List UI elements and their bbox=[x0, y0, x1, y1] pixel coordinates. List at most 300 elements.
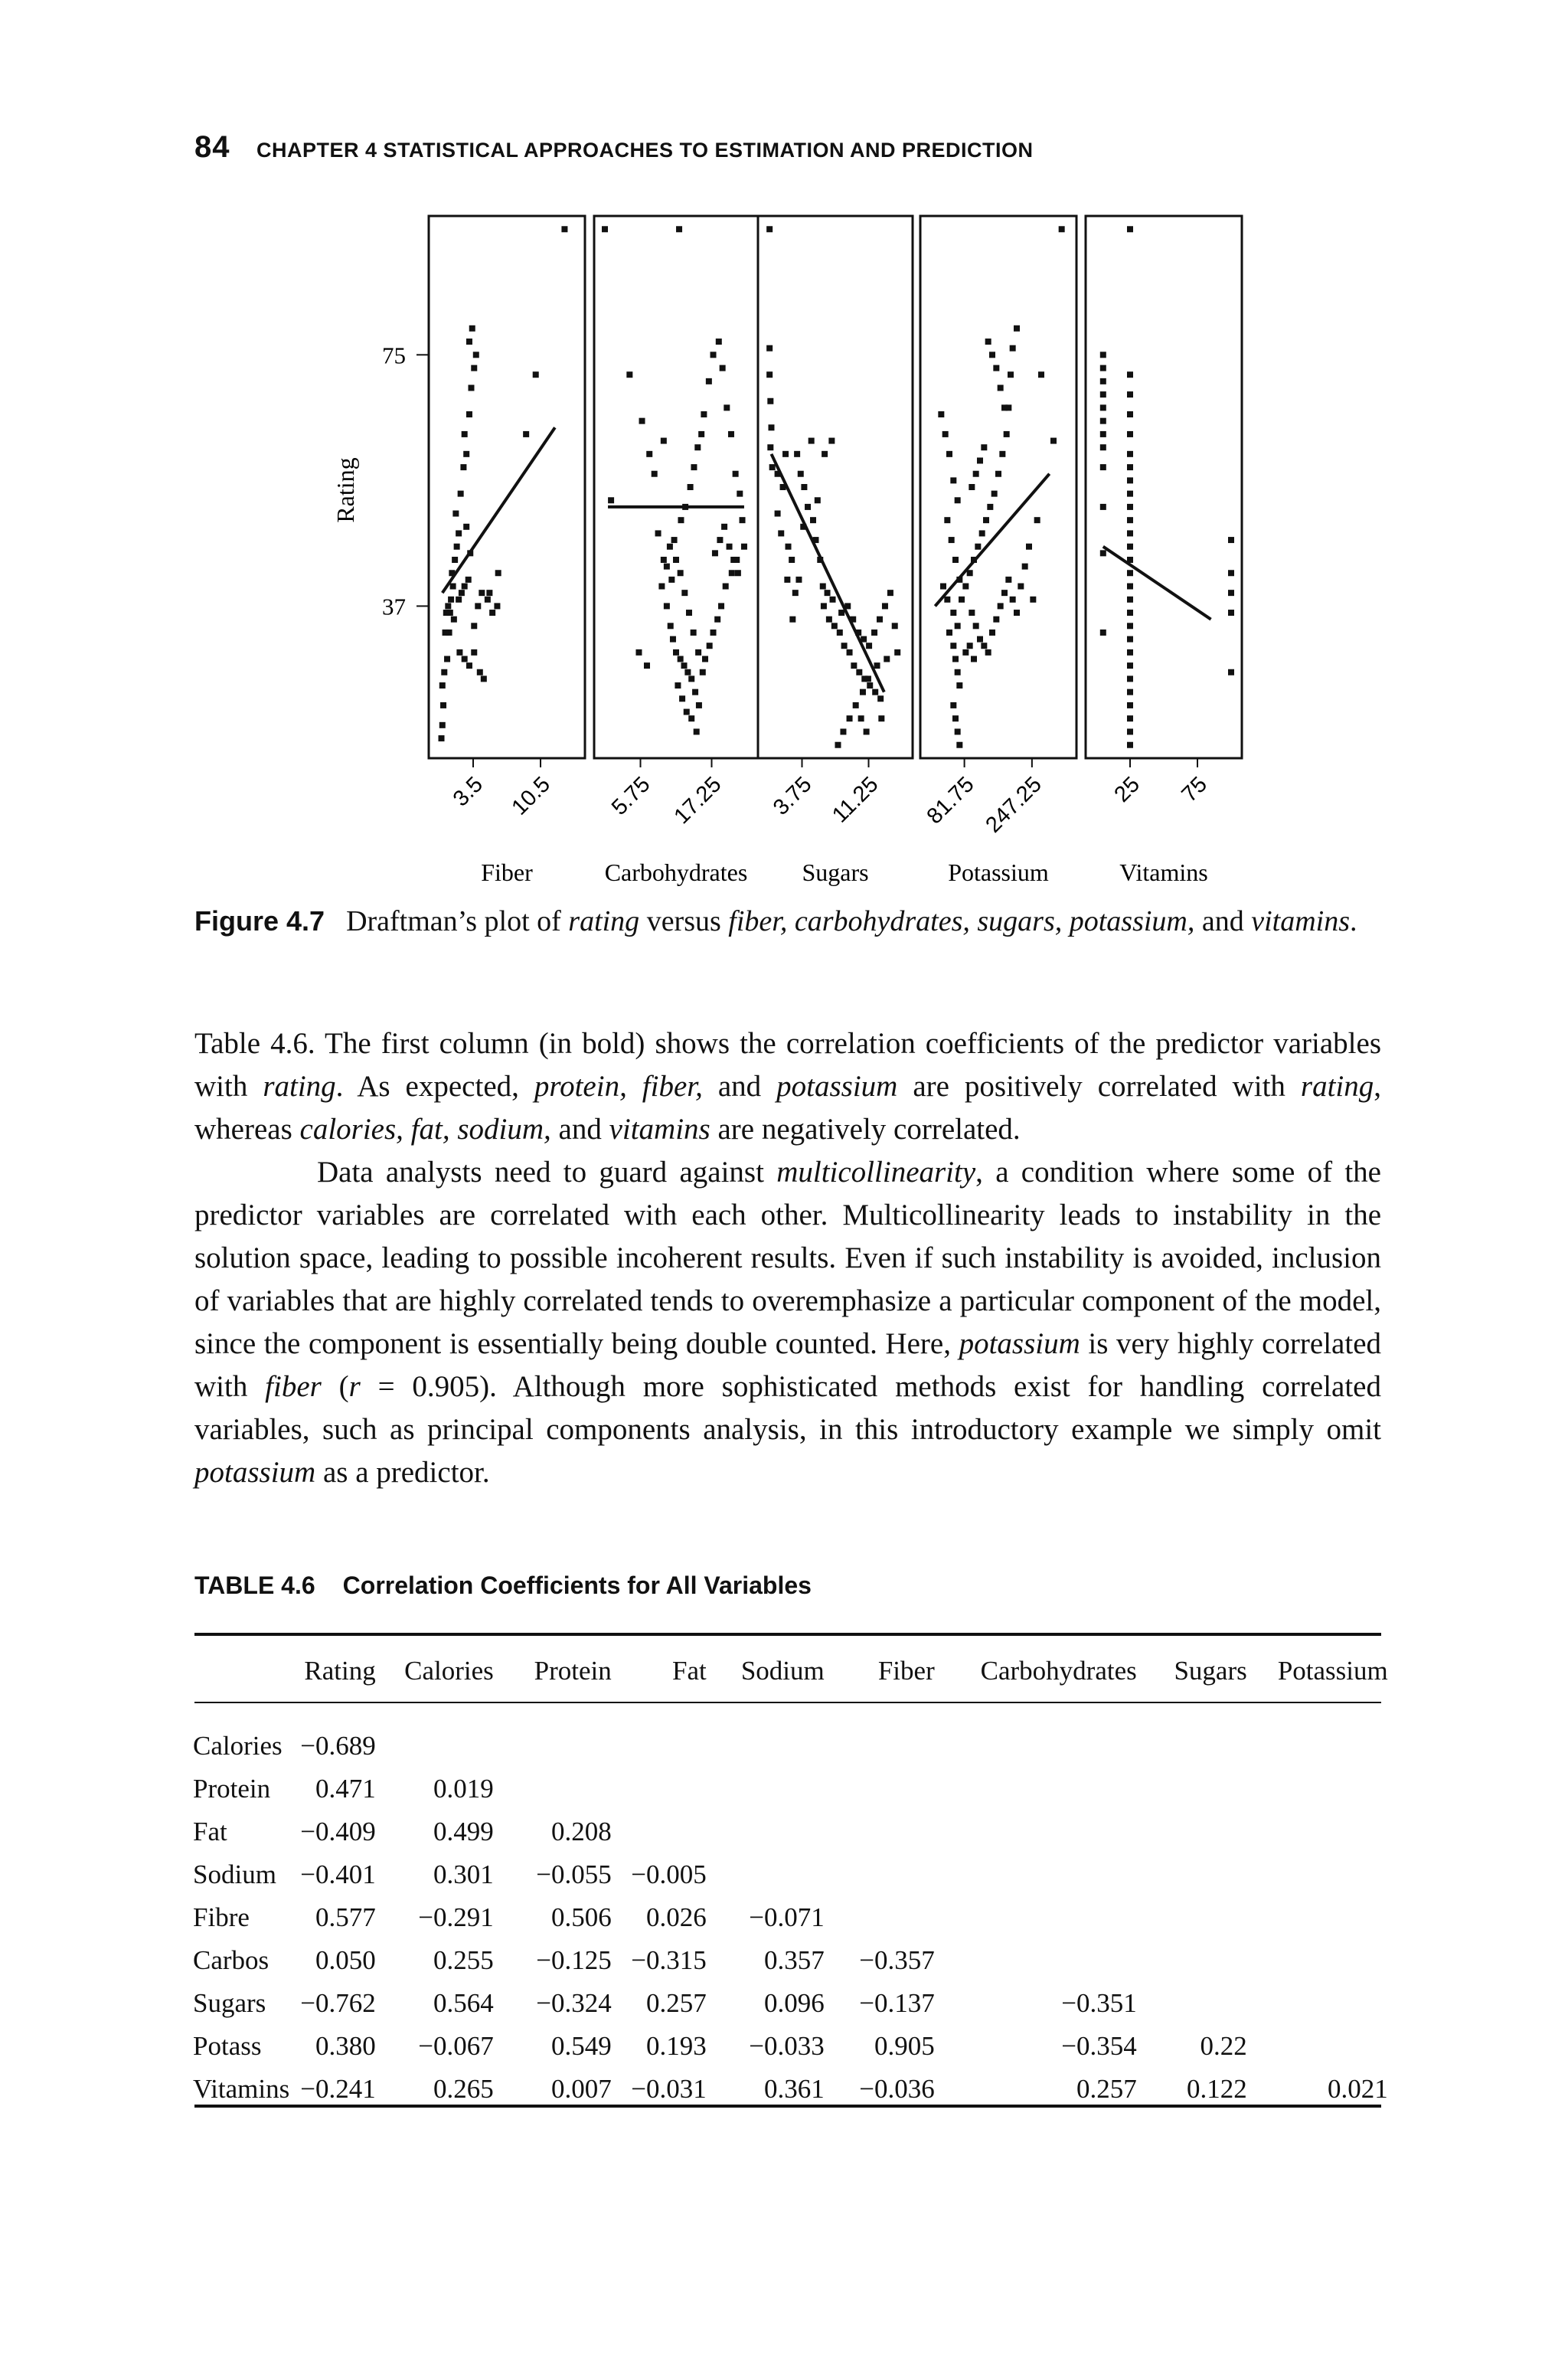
data-point bbox=[808, 438, 815, 444]
data-point bbox=[1228, 669, 1234, 675]
x-tick-label: 25 bbox=[1109, 772, 1145, 807]
data-point bbox=[864, 728, 870, 734]
data-point bbox=[1100, 504, 1106, 510]
data-point bbox=[1050, 438, 1057, 444]
table-cell: −0.357 bbox=[859, 1945, 935, 1975]
table-cell: −0.071 bbox=[749, 1902, 825, 1932]
data-point bbox=[841, 643, 848, 649]
table-cell bbox=[1137, 1853, 1247, 1896]
data-point bbox=[950, 610, 956, 616]
data-point bbox=[1100, 365, 1106, 371]
data-point bbox=[989, 630, 995, 636]
data-point bbox=[1010, 597, 1016, 603]
data-point bbox=[959, 597, 965, 603]
data-point bbox=[714, 617, 720, 623]
data-point bbox=[1127, 491, 1133, 497]
row-label: Vitamins bbox=[193, 2074, 290, 2104]
table-row bbox=[191, 2068, 1388, 2111]
figure-label: Figure 4.7 bbox=[194, 905, 325, 937]
panel-frame bbox=[594, 216, 758, 758]
data-point bbox=[462, 584, 468, 590]
table-cell: −0.315 bbox=[631, 1945, 707, 1975]
panel-label: Vitamins bbox=[1119, 859, 1208, 886]
text: , whereas bbox=[194, 1070, 1381, 1146]
data-point bbox=[664, 603, 670, 609]
data-point bbox=[977, 457, 983, 463]
data-point bbox=[1127, 504, 1133, 510]
data-point bbox=[952, 656, 959, 662]
data-point bbox=[1127, 411, 1133, 417]
data-point bbox=[995, 471, 1001, 477]
table-cell bbox=[1247, 1982, 1388, 2025]
caption-em: rating bbox=[568, 905, 640, 937]
data-point bbox=[955, 728, 961, 734]
table-body bbox=[191, 1702, 1388, 2111]
body-text bbox=[194, 1022, 1381, 1494]
table-cell bbox=[825, 1810, 935, 1853]
table-cell: −0.409 bbox=[300, 1817, 376, 1846]
data-point bbox=[949, 537, 955, 543]
data-point bbox=[658, 584, 665, 590]
table-row bbox=[191, 1939, 1388, 1982]
data-point bbox=[858, 715, 864, 721]
table-cell: 0.499 bbox=[433, 1817, 494, 1846]
data-point bbox=[766, 226, 773, 232]
data-point bbox=[952, 557, 959, 563]
data-point bbox=[1127, 728, 1133, 734]
data-point bbox=[716, 339, 722, 345]
column-header: Potassium bbox=[1277, 1656, 1388, 1686]
table-cell: 0.361 bbox=[763, 2074, 825, 2104]
table-cell: 0.050 bbox=[315, 1945, 376, 1975]
chapter-title: CHAPTER 4 STATISTICAL APPROACHES TO ESTIMATION AND PREDICTION bbox=[256, 139, 1034, 162]
data-point bbox=[856, 669, 862, 675]
data-point bbox=[989, 352, 995, 358]
x-tick-label: 3.75 bbox=[768, 772, 817, 820]
x-tick-label: 75 bbox=[1177, 772, 1212, 807]
data-point bbox=[784, 577, 790, 583]
table-cell bbox=[1247, 2025, 1388, 2068]
table-cell bbox=[935, 1896, 1137, 1939]
row-label: Calories bbox=[193, 1731, 283, 1761]
caption-text: and bbox=[1194, 905, 1252, 937]
data-point bbox=[698, 431, 704, 437]
data-point bbox=[884, 656, 890, 662]
data-point bbox=[1228, 610, 1234, 616]
data-point bbox=[673, 557, 679, 563]
data-point bbox=[1127, 451, 1133, 457]
table-row bbox=[191, 1768, 1388, 1810]
data-point bbox=[456, 649, 462, 656]
data-point bbox=[737, 491, 743, 497]
data-point bbox=[1127, 689, 1133, 695]
data-point bbox=[456, 597, 462, 603]
column-header: Sugars bbox=[1174, 1656, 1247, 1686]
regression-line bbox=[1103, 547, 1211, 620]
data-point bbox=[681, 590, 688, 596]
data-point bbox=[792, 590, 799, 596]
data-point bbox=[1100, 550, 1106, 556]
data-point bbox=[831, 623, 838, 629]
data-point bbox=[729, 570, 735, 576]
data-point bbox=[1026, 544, 1032, 550]
data-point bbox=[700, 669, 706, 675]
table-cell: 0.257 bbox=[1076, 2074, 1137, 2104]
panel-label: Potassium bbox=[948, 859, 1049, 886]
data-point bbox=[466, 339, 472, 345]
data-point bbox=[688, 715, 694, 721]
panel-frame bbox=[429, 216, 585, 758]
data-point bbox=[769, 464, 776, 470]
data-point bbox=[985, 649, 991, 656]
data-point bbox=[871, 630, 877, 636]
data-point bbox=[1127, 662, 1133, 669]
x-tick-label: 247.25 bbox=[981, 772, 1047, 838]
data-point bbox=[955, 623, 961, 629]
data-point bbox=[646, 451, 652, 457]
data-point bbox=[977, 636, 983, 643]
table-cell bbox=[1247, 1810, 1388, 1853]
x-tick-label: 3.5 bbox=[448, 772, 488, 812]
data-point bbox=[874, 662, 880, 669]
data-point bbox=[441, 669, 447, 675]
table-cell: 0.549 bbox=[550, 2031, 612, 2061]
data-point bbox=[670, 636, 676, 643]
figure-caption bbox=[194, 901, 1381, 942]
table-cell: −0.291 bbox=[418, 1902, 494, 1932]
table-cell bbox=[935, 1768, 1137, 1810]
table-cell: −0.351 bbox=[1061, 1988, 1137, 2018]
data-point bbox=[1228, 570, 1234, 576]
data-point bbox=[987, 504, 993, 510]
data-point bbox=[975, 544, 981, 550]
data-point bbox=[955, 669, 961, 675]
table-caption bbox=[194, 1572, 812, 1600]
data-point bbox=[730, 557, 737, 563]
data-point bbox=[471, 649, 477, 656]
data-point bbox=[826, 617, 832, 623]
data-point bbox=[847, 715, 853, 721]
table-cell: −0.401 bbox=[300, 1859, 376, 1889]
data-point bbox=[1127, 570, 1133, 576]
data-point bbox=[1100, 630, 1106, 636]
table-cell: 0.357 bbox=[763, 1945, 825, 1975]
caption-em: fiber, carbohydrates, sugars, potassium, bbox=[728, 905, 1195, 937]
data-point bbox=[443, 630, 449, 636]
table-label: TABLE 4.6 bbox=[194, 1572, 315, 1599]
table-top-rule bbox=[194, 1633, 1381, 1636]
data-point bbox=[882, 603, 888, 609]
data-point bbox=[468, 384, 474, 391]
text: Data analysts need to guard against bbox=[317, 1156, 777, 1189]
data-point bbox=[1228, 537, 1234, 543]
panel-label: Fiber bbox=[481, 859, 533, 886]
data-point bbox=[940, 584, 946, 590]
data-point bbox=[969, 484, 975, 490]
text: are negatively correlated. bbox=[710, 1113, 1021, 1146]
table-cell: 0.122 bbox=[1186, 2074, 1247, 2104]
em: r bbox=[348, 1370, 361, 1403]
data-point bbox=[946, 630, 952, 636]
table-cell: 0.208 bbox=[550, 1817, 612, 1846]
data-point bbox=[877, 617, 883, 623]
data-point bbox=[865, 675, 871, 682]
data-point bbox=[1127, 702, 1133, 708]
table-cell: 0.255 bbox=[433, 1945, 494, 1975]
data-point bbox=[479, 590, 485, 596]
data-point bbox=[1127, 391, 1133, 397]
table-cell bbox=[825, 1853, 935, 1896]
data-point bbox=[1010, 345, 1016, 352]
data-point bbox=[830, 597, 836, 603]
data-point bbox=[840, 728, 846, 734]
data-point bbox=[867, 682, 873, 688]
data-point bbox=[707, 643, 713, 649]
panel-label: Carbohydrates bbox=[604, 859, 748, 886]
data-point bbox=[894, 649, 900, 656]
data-point bbox=[668, 623, 674, 629]
data-point bbox=[445, 603, 451, 609]
data-point bbox=[452, 511, 459, 517]
x-tick-label: 5.75 bbox=[606, 772, 655, 820]
table-corner bbox=[191, 1648, 289, 1702]
row-label: Sodium bbox=[193, 1859, 276, 1889]
data-point bbox=[724, 404, 730, 410]
data-point bbox=[1001, 590, 1008, 596]
row-label: Fibre bbox=[193, 1902, 250, 1932]
data-point bbox=[486, 590, 492, 596]
data-point bbox=[1030, 597, 1036, 603]
data-point bbox=[456, 530, 462, 536]
data-point bbox=[462, 431, 468, 437]
table-cell bbox=[825, 1768, 935, 1810]
data-point bbox=[789, 557, 795, 563]
data-point bbox=[1127, 675, 1133, 682]
data-point bbox=[1127, 530, 1133, 536]
data-point bbox=[460, 464, 466, 470]
data-point bbox=[463, 524, 469, 530]
table-cell: −0.241 bbox=[300, 2074, 376, 2104]
data-point bbox=[789, 617, 795, 623]
data-point bbox=[1127, 477, 1133, 483]
data-point bbox=[485, 597, 491, 603]
table-row bbox=[191, 2025, 1388, 2068]
data-point bbox=[1034, 517, 1040, 523]
data-point bbox=[1038, 371, 1044, 378]
data-point bbox=[950, 477, 956, 483]
data-point bbox=[723, 584, 729, 590]
data-point bbox=[952, 715, 959, 721]
paragraph-2 bbox=[194, 1151, 1381, 1494]
text: = 0.905). Although more sophisticated methods exist for handling correlated variables, such as principal components analysis, in this introductory example we simply omit bbox=[194, 1370, 1381, 1446]
table-cell: 0.22 bbox=[1200, 2031, 1247, 2061]
data-point bbox=[1059, 226, 1065, 232]
data-point bbox=[471, 623, 477, 629]
table-cell: 0.905 bbox=[874, 2031, 935, 2061]
panel-frame bbox=[1086, 216, 1242, 758]
data-point bbox=[962, 649, 969, 656]
data-point bbox=[454, 544, 460, 550]
data-point bbox=[838, 610, 844, 616]
data-point bbox=[668, 577, 675, 583]
data-point bbox=[1014, 325, 1020, 332]
data-point bbox=[837, 630, 843, 636]
data-point bbox=[979, 530, 985, 536]
data-point bbox=[523, 431, 529, 437]
table-cell bbox=[1137, 1810, 1247, 1853]
data-point bbox=[710, 630, 717, 636]
data-point bbox=[877, 695, 884, 702]
data-point bbox=[448, 597, 454, 603]
table-cell: 0.021 bbox=[1327, 2074, 1388, 2104]
data-point bbox=[1100, 391, 1106, 397]
table-cell bbox=[1137, 1702, 1247, 1768]
data-point bbox=[1127, 431, 1133, 437]
data-point bbox=[439, 682, 446, 688]
data-point bbox=[950, 643, 956, 649]
table-cell: −0.324 bbox=[536, 1988, 612, 2018]
em: rating bbox=[1300, 1070, 1374, 1103]
em: protein, fiber, bbox=[534, 1070, 703, 1103]
data-point bbox=[1127, 610, 1133, 616]
data-point bbox=[452, 557, 458, 563]
data-point bbox=[872, 689, 878, 695]
table-cell bbox=[935, 1810, 1137, 1853]
data-point bbox=[667, 544, 673, 550]
data-point bbox=[1127, 584, 1133, 590]
data-point bbox=[740, 517, 746, 523]
column-header: Protein bbox=[534, 1656, 612, 1686]
data-point bbox=[1127, 226, 1133, 232]
table-cell bbox=[935, 1853, 1137, 1896]
data-point bbox=[946, 451, 952, 457]
data-point bbox=[710, 352, 717, 358]
table-cell bbox=[825, 1702, 935, 1768]
table-cell: 0.577 bbox=[315, 1902, 376, 1932]
row-label: Carbos bbox=[193, 1945, 270, 1975]
data-point bbox=[825, 590, 831, 596]
data-point bbox=[735, 570, 741, 576]
data-point bbox=[675, 682, 681, 688]
table-cell bbox=[1247, 1768, 1388, 1810]
caption-em: vitamins bbox=[1251, 905, 1351, 937]
table-cell: −0.005 bbox=[631, 1859, 707, 1889]
table-cell bbox=[1247, 1853, 1388, 1896]
text: and bbox=[550, 1113, 609, 1146]
data-point bbox=[1127, 715, 1133, 721]
column-header: Fat bbox=[672, 1656, 707, 1686]
data-point bbox=[684, 669, 691, 675]
data-point bbox=[664, 564, 670, 570]
data-point bbox=[475, 603, 481, 609]
data-point bbox=[991, 491, 998, 497]
column-header: Rating bbox=[304, 1656, 376, 1686]
data-point bbox=[691, 464, 697, 470]
data-point bbox=[847, 649, 853, 656]
data-point bbox=[993, 365, 999, 371]
table-cell: 0.380 bbox=[315, 2031, 376, 2061]
data-point bbox=[450, 584, 456, 590]
data-point bbox=[795, 577, 802, 583]
data-point bbox=[805, 504, 811, 510]
table-cell: −0.055 bbox=[536, 1859, 612, 1889]
data-point bbox=[1127, 517, 1133, 523]
table-cell: 0.026 bbox=[645, 1902, 707, 1932]
caption-text: Draftman’s plot of bbox=[346, 905, 569, 937]
data-point bbox=[828, 438, 835, 444]
data-point bbox=[459, 590, 465, 596]
table-cell: −0.067 bbox=[418, 2031, 494, 2061]
em: vitamins bbox=[609, 1113, 710, 1146]
data-point bbox=[727, 544, 733, 550]
table-cell bbox=[1137, 1896, 1247, 1939]
table-row bbox=[191, 1702, 1388, 1768]
caption-text: versus bbox=[639, 905, 729, 937]
row-label: Potass bbox=[193, 2031, 262, 2061]
table-cell bbox=[935, 1702, 1137, 1768]
data-point bbox=[701, 411, 707, 417]
data-point bbox=[794, 451, 800, 457]
table-row bbox=[191, 1896, 1388, 1939]
text: ( bbox=[321, 1370, 349, 1403]
table-cell bbox=[707, 1853, 825, 1896]
table-cell bbox=[612, 1810, 707, 1853]
table-cell bbox=[707, 1702, 825, 1768]
data-point bbox=[999, 451, 1005, 457]
data-point bbox=[956, 682, 962, 688]
data-point bbox=[694, 728, 700, 734]
data-point bbox=[635, 649, 642, 656]
column-header: Calories bbox=[404, 1656, 494, 1686]
data-point bbox=[1228, 590, 1234, 596]
data-point bbox=[1127, 636, 1133, 643]
text: Table 4.6. The first column (in bold) shows the correlation coefficients of the predictor variables with bbox=[194, 1027, 1381, 1103]
y-tick-label: 37 bbox=[382, 593, 406, 620]
column-header: Sodium bbox=[740, 1656, 825, 1686]
data-point bbox=[1001, 404, 1008, 410]
data-point bbox=[495, 570, 501, 576]
data-point bbox=[822, 451, 828, 457]
data-point bbox=[967, 570, 973, 576]
data-point bbox=[950, 702, 956, 708]
data-point bbox=[1100, 404, 1106, 410]
data-point bbox=[767, 444, 773, 450]
table-cell: 0.096 bbox=[763, 1988, 825, 2018]
text: as a predictor. bbox=[315, 1456, 490, 1489]
data-point bbox=[661, 557, 667, 563]
table-cell: 0.564 bbox=[433, 1988, 494, 2018]
table-cell: −0.354 bbox=[1061, 2031, 1137, 2061]
data-point bbox=[786, 544, 792, 550]
data-point bbox=[443, 610, 449, 616]
table-cell: −0.031 bbox=[631, 2074, 707, 2104]
data-point bbox=[768, 424, 774, 430]
data-point bbox=[821, 603, 827, 609]
data-point bbox=[967, 643, 973, 649]
data-point bbox=[692, 689, 698, 695]
data-point bbox=[1022, 564, 1028, 570]
table-cell bbox=[935, 1939, 1137, 1982]
em: potassium bbox=[776, 1070, 898, 1103]
table-cell: −0.033 bbox=[749, 2031, 825, 2061]
em: potassium bbox=[194, 1456, 316, 1489]
data-point bbox=[462, 656, 468, 662]
regression-line bbox=[771, 454, 884, 692]
data-point bbox=[1127, 597, 1133, 603]
data-point bbox=[717, 537, 723, 543]
table-cell bbox=[707, 1768, 825, 1810]
table-cell: 0.471 bbox=[315, 1774, 376, 1804]
